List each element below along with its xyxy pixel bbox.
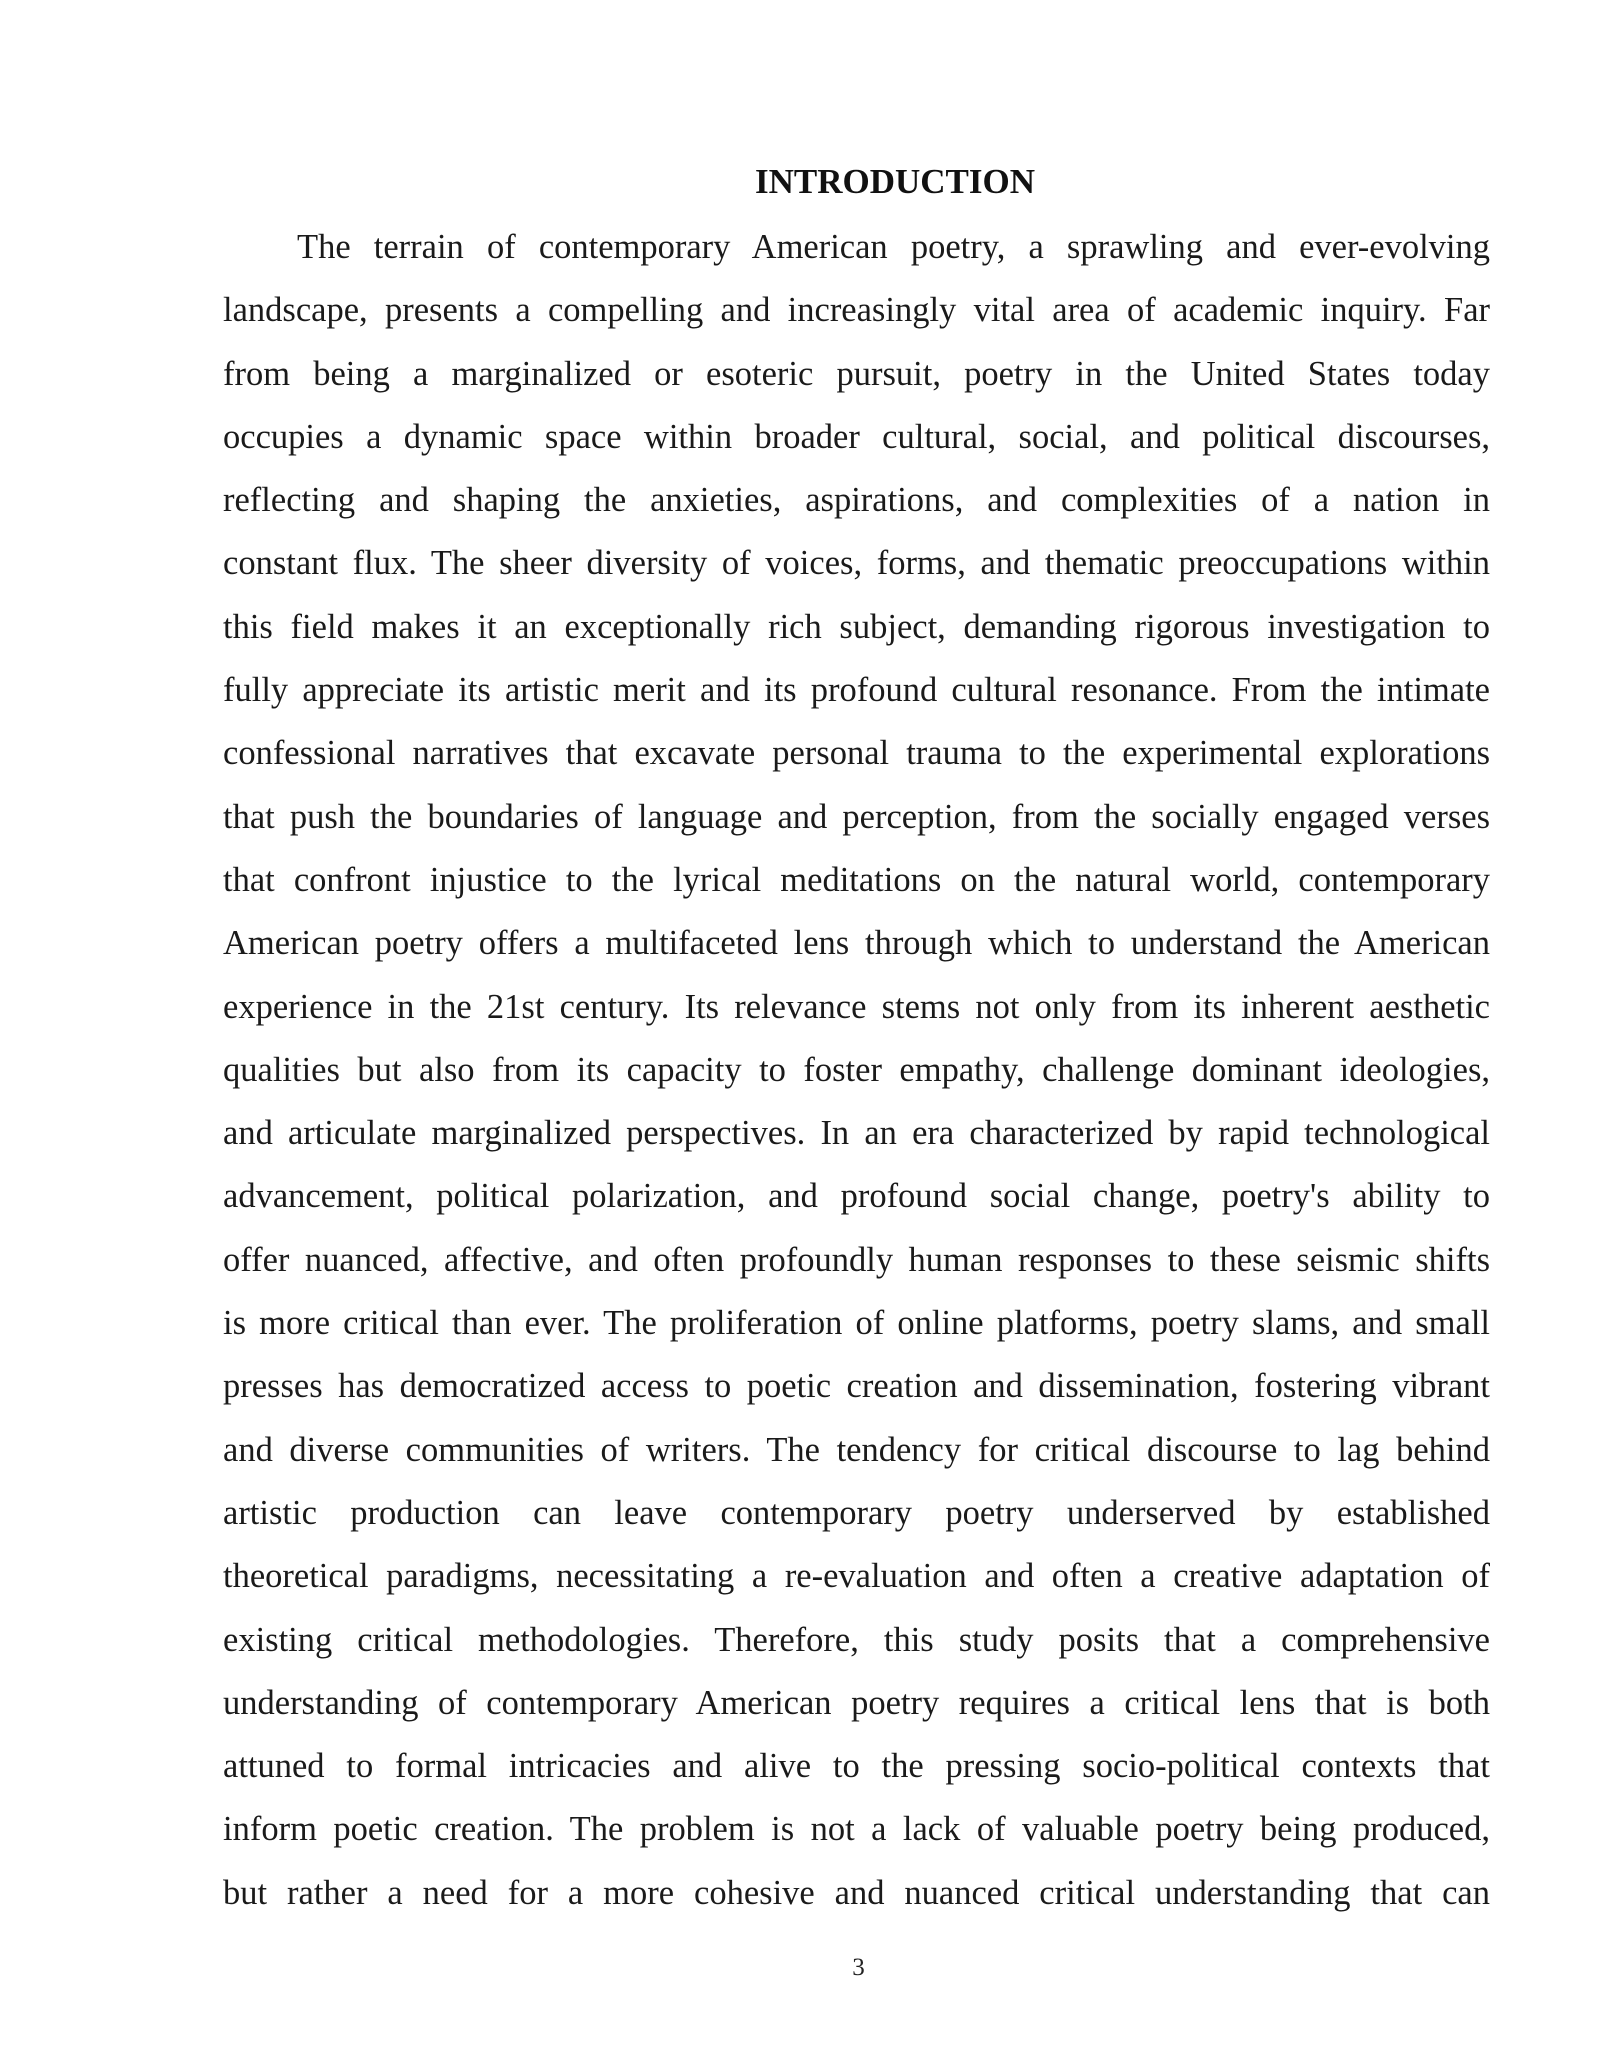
paragraph-line: presses has democratized access to poetic creation and dissemination, fostering vibrant — [223, 1367, 1490, 1406]
page-heading: INTRODUCTION — [754, 162, 1036, 201]
paragraph-line: confessional narratives that excavate personal trauma to the experimental explorations — [223, 734, 1490, 773]
paragraph-line: is more critical than ever. The proliferation of online platforms, poetry slams, and small — [223, 1304, 1490, 1343]
paragraph-line: but rather a need for a more cohesive and nuanced critical understanding that can — [223, 1873, 1490, 1912]
paragraph-line: reflecting and shaping the anxieties, aspirations, and complexities of a nation in — [223, 481, 1490, 520]
paragraph-line: this field makes it an exceptionally rich subject, demanding rigorous investigation to — [223, 607, 1490, 646]
paragraph-line: that push the boundaries of language and perception, from the socially engaged verses — [223, 797, 1490, 836]
paragraph-line: qualities but also from its capacity to foster empathy, challenge dominant ideologies, — [223, 1050, 1490, 1089]
paragraph-line: artistic production can leave contemporary poetry underserved by established — [223, 1493, 1490, 1532]
paragraph-line: The terrain of contemporary American poetry, a sprawling and ever-evolving — [297, 228, 1490, 266]
page-number: 3 — [852, 1954, 865, 1981]
paragraph-line: advancement, political polarization, and profound social change, poetry's ability to — [223, 1177, 1490, 1216]
body-paragraph — [223, 216, 1490, 1925]
paragraph-line: landscape, presents a compelling and increasingly vital area of academic inquiry. Far — [223, 291, 1490, 330]
paragraph-line: offer nuanced, affective, and often profoundly human responses to these seismic shifts — [223, 1240, 1490, 1279]
paragraph-line: experience in the 21st century. Its relevance stems not only from its inherent aesthetic — [223, 987, 1490, 1026]
paragraph-line: constant flux. The sheer diversity of voices, forms, and thematic preoccupations within — [223, 544, 1490, 583]
paragraph-line: and diverse communities of writers. The tendency for critical discourse to lag behind — [223, 1430, 1490, 1469]
paragraph-line: American poetry offers a multifaceted lens through which to understand the American — [223, 924, 1490, 963]
paragraph-line: and articulate marginalized perspectives. In an era characterized by rapid technological — [223, 1114, 1490, 1153]
paragraph-line: that confront injustice to the lyrical meditations on the natural world, contemporary — [223, 860, 1490, 899]
paragraph-line: existing critical methodologies. Therefore, this study posits that a comprehensive — [223, 1620, 1490, 1659]
paragraph-line: understanding of contemporary American poetry requires a critical lens that is both — [223, 1683, 1490, 1722]
paragraph-line: from being a marginalized or esoteric pursuit, poetry in the United States today — [223, 354, 1490, 393]
paragraph-line: attuned to formal intricacies and alive to the pressing socio-political contexts that — [223, 1747, 1490, 1786]
paragraph-line: inform poetic creation. The problem is not a lack of valuable poetry being produced, — [223, 1810, 1490, 1849]
paragraph-line: occupies a dynamic space within broader cultural, social, and political discourses, — [223, 417, 1490, 456]
paragraph-line: theoretical paradigms, necessitating a re-evaluation and often a creative adaptation of — [223, 1557, 1490, 1596]
paragraph-line: fully appreciate its artistic merit and its profound cultural resonance. From the intimate — [223, 671, 1490, 710]
